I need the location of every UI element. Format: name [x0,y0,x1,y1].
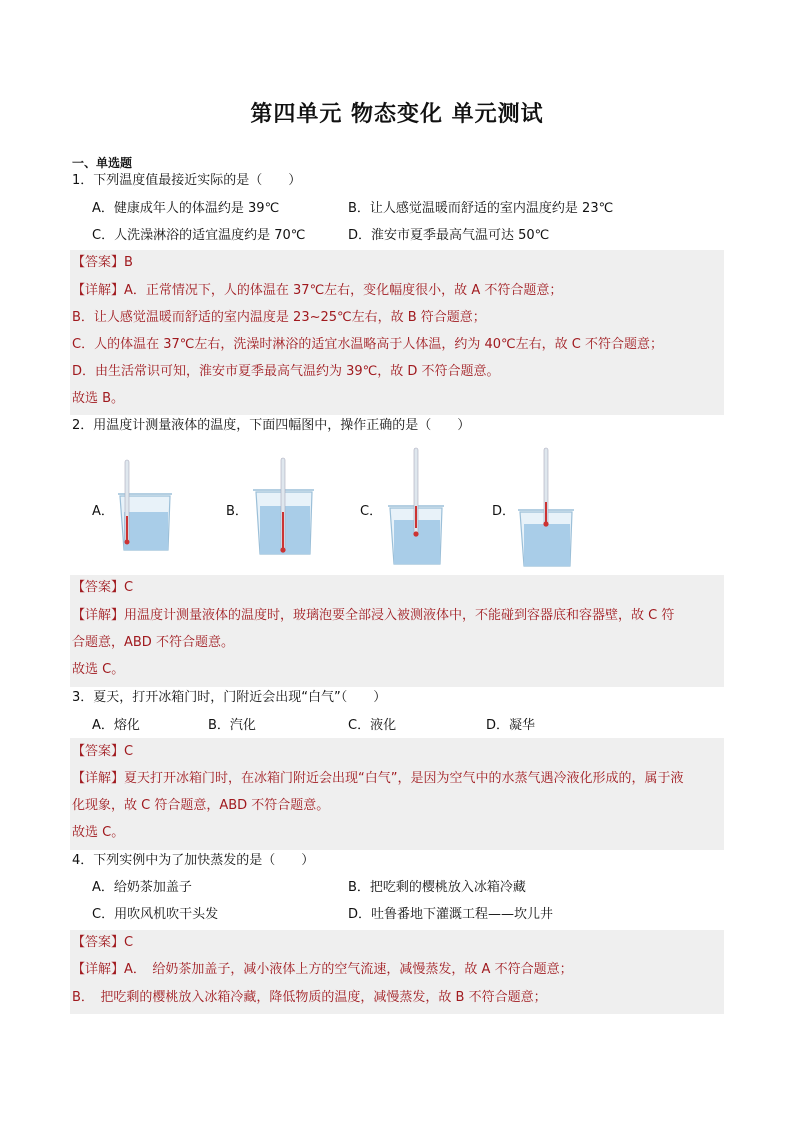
q3-option-c: C．液化 [348,718,397,733]
beaker-figure-a [116,456,176,556]
question-1-stem: 1．下列温度值最接近实际的是（ ） [72,173,302,188]
q4-option-c: C．用吹风机吹干头发 [92,907,219,922]
q2-detail-line: 合题意，ABD 不符合题意。 [72,635,234,650]
question-2-stem: 2．用温度计测量液体的温度，下面四幅图中，操作正确的是（ ） [72,418,471,433]
q4-detail-line: 【详解】A． 给奶茶加盖子，减小液体上方的空气流速，减慢蒸发，故 A 不符合题意； [72,962,573,977]
figure-label-b: B． [226,504,248,519]
q4-option-a: A．给奶茶加盖子 [92,880,192,895]
q4-detail-line: B． 把吃剩的樱桃放入冰箱冷藏，降低物质的温度，减慢蒸发，故 B 不符合题意； [72,990,547,1005]
q2-answer-block [70,575,724,687]
q3-detail-line: 化现象，故 C 符合题意，ABD 不符合题意。 [72,798,330,813]
q4-option-d: D．吐鲁番地下灌溉工程——坎儿井 [348,907,554,922]
q2-detail-line: 【详解】用温度计测量液体的温度时，玻璃泡要全部浸入被测液体中，不能碰到容器底和容器壁，故 C 符 [72,608,675,623]
q1-option-c: C．人洗澡淋浴的适宜温度约是 70℃ [92,228,306,243]
figure-label-a: A． [92,504,114,519]
q1-detail-line: C．人的体温在 37℃左右，洗澡时淋浴的适宜水温略高于人体温，约为 40℃左右，故 C 不符合题意； [72,337,663,352]
q3-option-d: D．凝华 [486,718,536,733]
figure-label-d: D． [492,504,516,519]
q3-conclusion: 故选 C。 [72,825,125,840]
q3-answer-block [70,738,724,850]
q1-detail-line: D．由生活常识可知，淮安市夏季最高气温约为 39℃，故 D 不符合题意。 [72,364,500,379]
q3-option-b: B．汽化 [208,718,256,733]
q1-option-d: D．淮安市夏季最高气温可达 50℃ [348,228,550,243]
section-heading: 一、单选题 [72,156,133,170]
q1-answer: 【答案】B [72,255,133,270]
q1-answer-block [70,250,724,415]
beaker-figure-b [250,456,318,558]
q3-option-a: A．熔化 [92,718,140,733]
q3-detail-line: 【详解】夏天打开冰箱门时，在冰箱门附近会出现“白气”，是因为空气中的水蒸气遇冷液化形成的，属于液 [72,771,684,786]
q1-conclusion: 故选 B。 [72,391,125,406]
beaker-figure-d [516,446,576,568]
q3-answer: 【答案】C [72,744,134,759]
question-4-stem: 4．下列实例中为了加快蒸发的是（ ） [72,853,315,868]
q1-option-a: A．健康成年人的体温约是 39℃ [92,201,280,216]
q4-answer: 【答案】C [72,935,134,950]
question-3-stem: 3．夏天，打开冰箱门时，门附近会出现“白气”（ ） [72,690,387,705]
figure-label-c: C． [360,504,383,519]
q2-conclusion: 故选 C。 [72,662,125,677]
q1-option-b: B．让人感觉温暖而舒适的室内温度约是 23℃ [348,201,614,216]
q4-option-b: B．把吃剩的樱桃放入冰箱冷藏 [348,880,526,895]
beaker-figure-c [386,446,446,566]
q1-detail-line: 【详解】A．正常情况下，人的体温在 37℃左右，变化幅度很小，故 A 不符合题意； [72,283,563,298]
q1-detail-line: B．让人感觉温暖而舒适的室内温度是 23~25℃左右，故 B 符合题意； [72,310,486,325]
q2-answer: 【答案】C [72,580,134,595]
page-title: 第四单元 物态变化 单元测试 [250,101,544,127]
